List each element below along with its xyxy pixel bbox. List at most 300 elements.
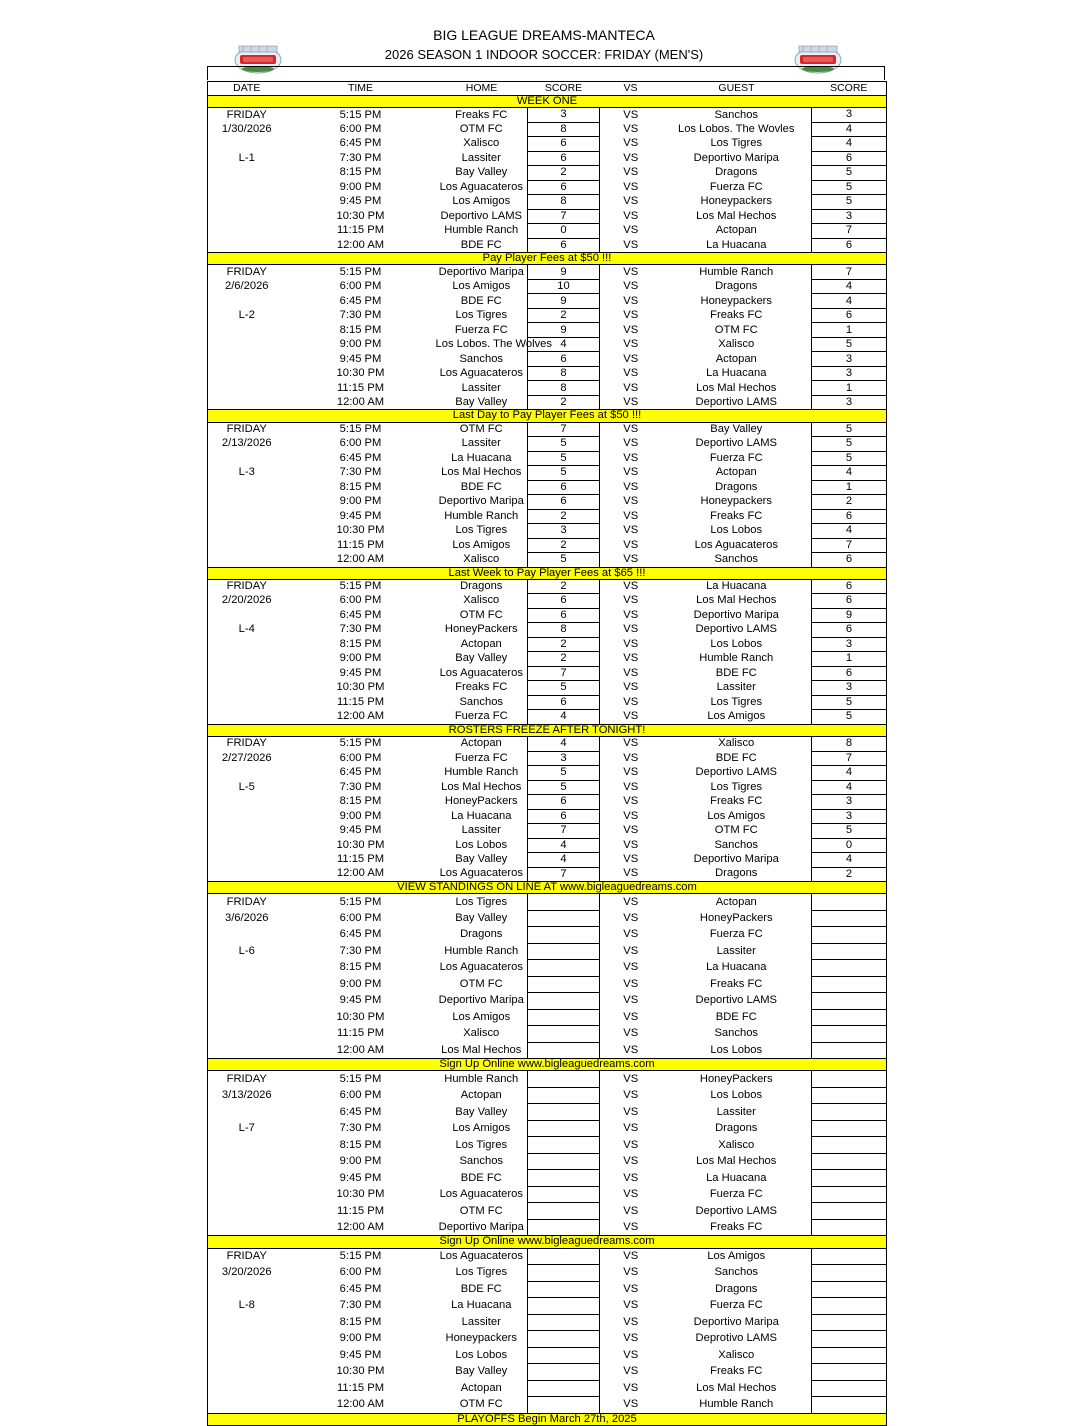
guest-score: 6 — [812, 553, 887, 568]
home-team: Los Lobos — [455, 838, 508, 851]
home-team: Xalisco — [463, 594, 500, 607]
date-cell: FRIDAY — [208, 1248, 286, 1265]
date-cell — [208, 1042, 286, 1059]
home-team: Humble Ranch — [444, 224, 519, 237]
guest-team: Deportivo Maripa — [693, 151, 779, 164]
home-score: 8 — [528, 122, 600, 137]
home-team: Sanchos — [459, 1155, 504, 1168]
time-cell: 7:30 PM — [339, 1122, 382, 1135]
time-cell: 5:15 PM — [339, 895, 382, 908]
game-row — [208, 681, 887, 696]
time-cell: 10:30 PM — [336, 1010, 385, 1023]
game-row — [208, 352, 887, 367]
time-cell: 12:00 AM — [336, 710, 385, 723]
guest-team: La Huacana — [706, 1171, 767, 1184]
date-cell — [208, 993, 286, 1010]
banner-text: Sign Up Online www.bigleaguedreams.com — [208, 1236, 887, 1248]
time-cell: 5:15 PM — [339, 737, 382, 750]
date-cell — [208, 710, 286, 725]
vs-label: VS — [623, 681, 639, 694]
time-cell: 10:30 PM — [336, 1188, 385, 1201]
home-team: Xalisco — [463, 553, 500, 565]
guest-team: Los Amigos — [707, 1250, 766, 1263]
time-cell: 6:45 PM — [339, 1282, 382, 1295]
home-score: 4 — [528, 853, 600, 868]
home-team: BDE FC — [460, 1282, 502, 1295]
game-row — [208, 594, 887, 609]
home-team: OTM FC — [459, 423, 503, 435]
home-team: Dragons — [460, 580, 503, 593]
game-row — [208, 1298, 887, 1315]
guest-team: OTM FC — [714, 323, 758, 336]
time-cell: 9:45 PM — [339, 1171, 382, 1184]
vs-label: VS — [623, 1188, 639, 1201]
date-cell — [208, 366, 286, 381]
guest-score: 1 — [812, 323, 887, 338]
guest-team: Los Amigos — [707, 809, 766, 822]
date-cell — [208, 538, 286, 553]
game-row — [208, 166, 887, 181]
game-row — [208, 524, 887, 539]
vs-label: VS — [623, 1171, 639, 1184]
date-cell — [208, 137, 286, 152]
guest-team: Los Mal Hechos — [696, 1381, 777, 1394]
time-cell: 12:00 AM — [336, 867, 385, 880]
guest-score: 1 — [812, 381, 887, 396]
game-row — [208, 652, 887, 667]
guest-team: Los Tigres — [710, 780, 763, 793]
vs-label: VS — [623, 737, 639, 750]
home-team: Fuerza FC — [454, 323, 508, 336]
vs-label: VS — [623, 367, 639, 380]
vs-label: VS — [623, 623, 639, 636]
vs-label: VS — [623, 122, 639, 135]
guest-score: 5 — [812, 710, 887, 725]
home-score: 4 — [528, 838, 600, 853]
home-team: Lassiter — [461, 1315, 501, 1328]
home-score — [528, 1009, 600, 1026]
time-cell: 6:45 PM — [339, 608, 382, 621]
vs-label: VS — [623, 911, 639, 924]
game-row — [208, 710, 887, 725]
game-row — [208, 993, 887, 1010]
vs-label: VS — [623, 766, 639, 779]
game-row — [208, 437, 887, 452]
game-row — [208, 1120, 887, 1137]
home-team: Los Tigres — [455, 1266, 508, 1279]
game-row — [208, 623, 887, 638]
banner-text: VIEW STANDINGS ON LINE AT www.bigleaguedreams.com — [208, 882, 887, 894]
banner-text: ROSTERS FREEZE AFTER TONIGHT! — [208, 724, 887, 736]
game-row — [208, 976, 887, 993]
guest-score: 3 — [812, 681, 887, 696]
home-score — [528, 1203, 600, 1220]
home-score — [528, 1298, 600, 1315]
home-team: HoneyPackers — [444, 795, 518, 808]
time-cell: 6:00 PM — [339, 751, 382, 764]
home-score — [528, 1026, 600, 1043]
guest-team: Xalisco — [718, 737, 755, 750]
time-cell: 9:00 PM — [339, 652, 382, 665]
date-cell: L-3 — [208, 466, 286, 481]
home-team: Humble Ranch — [444, 509, 519, 522]
game-row — [208, 279, 887, 294]
home-score: 6 — [528, 594, 600, 609]
vs-label: VS — [623, 853, 639, 866]
home-score: 2 — [528, 579, 600, 594]
game-row — [208, 1104, 887, 1121]
home-score — [528, 976, 600, 993]
game-row — [208, 1281, 887, 1298]
home-team: Los Mal Hechos — [441, 1043, 522, 1056]
vs-label: VS — [623, 1204, 639, 1217]
time-cell: 9:00 PM — [339, 1332, 382, 1345]
home-team: Actopan — [460, 737, 502, 750]
home-team: Los Amigos — [452, 538, 511, 551]
home-team: Los Aguacateros — [439, 867, 523, 880]
vs-label: VS — [623, 309, 639, 322]
date-cell — [208, 323, 286, 338]
guest-team: Deportivo LAMS — [695, 395, 777, 408]
guest-score: 3 — [812, 108, 887, 123]
guest-score: 5 — [812, 422, 887, 437]
home-team: Xalisco — [463, 137, 500, 150]
col-header-vs: VS — [600, 82, 662, 96]
guest-score: 4 — [812, 137, 887, 152]
guest-score — [812, 1331, 887, 1348]
game-row — [208, 553, 887, 568]
home-team: Lassiter — [461, 151, 501, 164]
playoffs-text: PLAYOFFS Begin March 27th, 2025 — [208, 1413, 887, 1425]
vs-label: VS — [623, 751, 639, 764]
time-cell: 8:15 PM — [339, 166, 382, 179]
home-team: Freaks FC — [455, 108, 508, 121]
guest-score: 8 — [812, 737, 887, 752]
game-row — [208, 381, 887, 396]
guest-team: Humble Ranch — [699, 265, 774, 278]
game-row — [208, 495, 887, 510]
vs-label: VS — [623, 451, 639, 464]
guest-team: Freaks FC — [710, 309, 763, 322]
vs-label: VS — [623, 710, 639, 723]
home-score — [528, 894, 600, 911]
home-score — [528, 1170, 600, 1187]
home-score: 5 — [528, 437, 600, 452]
home-team: Deportivo Maripa — [438, 495, 524, 508]
date-cell — [208, 495, 286, 510]
home-score: 6 — [528, 495, 600, 510]
date-cell — [208, 1380, 286, 1397]
game-row — [208, 780, 887, 795]
header-row — [208, 82, 887, 96]
home-team: La Huacana — [451, 809, 512, 822]
vs-label: VS — [623, 151, 639, 164]
time-cell: 6:45 PM — [339, 451, 382, 464]
time-cell: 9:45 PM — [339, 824, 382, 837]
time-cell: 8:15 PM — [339, 961, 382, 974]
date-cell — [208, 337, 286, 352]
week-banner — [208, 1059, 887, 1071]
game-row — [208, 1087, 887, 1104]
time-cell: 5:15 PM — [339, 108, 382, 121]
time-cell: 8:15 PM — [339, 795, 382, 808]
game-row — [208, 108, 887, 123]
date-cell — [208, 294, 286, 309]
date-cell — [208, 1137, 286, 1154]
time-cell: 11:15 PM — [336, 1027, 385, 1040]
date-cell — [208, 838, 286, 853]
page-title: BIG LEAGUE DREAMS-MANTECA — [433, 27, 655, 43]
guest-team: Freaks FC — [710, 795, 763, 808]
game-row — [208, 1170, 887, 1187]
home-score: 4 — [528, 737, 600, 752]
guest-team: Sanchos — [714, 838, 759, 851]
home-team: Bay Valley — [455, 395, 508, 408]
vs-label: VS — [623, 994, 639, 1007]
home-team: Los Lobos — [455, 1348, 508, 1361]
date-cell: FRIDAY — [208, 108, 286, 123]
time-cell: 6:00 PM — [339, 122, 382, 135]
game-row — [208, 122, 887, 137]
home-team: Xalisco — [463, 1027, 500, 1040]
banner-text: Sign Up Online www.bigleaguedreams.com — [208, 1059, 887, 1071]
guest-team: Actopan — [715, 895, 757, 908]
time-cell: 11:15 PM — [336, 224, 385, 237]
guest-score — [812, 1104, 887, 1121]
time-cell: 10:30 PM — [336, 367, 385, 380]
guest-score — [812, 943, 887, 960]
home-team: BDE FC — [460, 238, 502, 251]
date-cell: L-6 — [208, 943, 286, 960]
game-row — [208, 737, 887, 752]
home-score: 7 — [528, 867, 600, 882]
guest-team: BDE FC — [715, 666, 757, 679]
vs-label: VS — [623, 780, 639, 793]
time-cell: 6:00 PM — [339, 280, 382, 293]
game-row — [208, 910, 887, 927]
game-row — [208, 151, 887, 166]
home-score — [528, 1087, 600, 1104]
vs-label: VS — [623, 637, 639, 650]
time-cell: 5:15 PM — [339, 423, 382, 435]
guest-score: 3 — [812, 209, 887, 224]
game-row — [208, 637, 887, 652]
game-row — [208, 824, 887, 839]
date-cell: FRIDAY — [208, 422, 286, 437]
home-team: OTM FC — [459, 608, 503, 621]
vs-label: VS — [623, 961, 639, 974]
guest-team: Humble Ranch — [699, 652, 774, 665]
time-cell: 6:45 PM — [339, 294, 382, 307]
date-cell: L-2 — [208, 308, 286, 323]
time-cell: 6:00 PM — [339, 911, 382, 924]
time-cell: 11:15 PM — [336, 1204, 385, 1217]
time-cell: 5:15 PM — [339, 265, 382, 278]
home-team: Fuerza FC — [454, 751, 508, 764]
guest-score — [812, 1281, 887, 1298]
guest-team: Xalisco — [718, 1138, 755, 1151]
home-team: Lassiter — [461, 824, 501, 837]
guest-score: 2 — [812, 867, 887, 882]
home-team: Los Lobos. The Wolves — [435, 338, 553, 351]
home-team: Lassiter — [461, 437, 501, 450]
vs-label: VS — [623, 495, 639, 508]
guest-score: 6 — [812, 579, 887, 594]
guest-team: Actopan — [715, 352, 757, 365]
time-cell: 6:45 PM — [339, 1105, 382, 1118]
guest-team: La Huacana — [706, 580, 767, 593]
guest-team: Los Aguacateros — [694, 538, 778, 551]
banner-text: WEEK ONE — [208, 96, 887, 108]
home-team: Deportivo Maripa — [438, 265, 524, 278]
time-cell: 9:00 PM — [339, 338, 382, 351]
guest-score: 5 — [812, 824, 887, 839]
vs-label: VS — [623, 1250, 639, 1263]
game-row — [208, 867, 887, 882]
guest-team: Freaks FC — [710, 1220, 763, 1233]
game-row — [208, 1153, 887, 1170]
vs-label: VS — [623, 1105, 639, 1118]
guest-team: Deportivo Maripa — [693, 853, 779, 866]
game-row — [208, 1331, 887, 1348]
home-score — [528, 1248, 600, 1265]
vs-label: VS — [623, 1138, 639, 1151]
guest-team: Deportivo Maripa — [693, 1315, 779, 1328]
time-cell: 11:15 PM — [336, 381, 385, 394]
guest-team: Honeypackers — [700, 495, 772, 508]
guest-team: Honeypackers — [700, 195, 772, 208]
home-score: 2 — [528, 538, 600, 553]
home-team: La Huacana — [451, 1299, 512, 1312]
game-row — [208, 466, 887, 481]
date-cell — [208, 766, 286, 781]
date-cell: FRIDAY — [208, 265, 286, 280]
game-row — [208, 795, 887, 810]
week-banner — [208, 882, 887, 894]
guest-score — [812, 1087, 887, 1104]
guest-team: Los Lobos — [710, 1089, 763, 1102]
time-cell: 5:15 PM — [339, 580, 382, 593]
game-row — [208, 1026, 887, 1043]
guest-team: Dragons — [715, 280, 758, 293]
date-cell: 2/13/2026 — [208, 437, 286, 452]
date-cell — [208, 395, 286, 410]
guest-team: La Huacana — [706, 961, 767, 974]
date-cell — [208, 1364, 286, 1381]
game-row — [208, 1009, 887, 1026]
time-cell: 12:00 AM — [336, 395, 385, 408]
vs-label: VS — [623, 1282, 639, 1295]
home-score: 7 — [528, 422, 600, 437]
date-cell: 2/20/2026 — [208, 594, 286, 609]
vs-label: VS — [623, 1365, 639, 1378]
home-score: 5 — [528, 451, 600, 466]
guest-score: 7 — [812, 265, 887, 280]
date-cell — [208, 209, 286, 224]
guest-score — [812, 1298, 887, 1315]
home-team: Los Aguacateros — [439, 1188, 523, 1201]
time-cell: 7:30 PM — [339, 944, 382, 957]
home-score: 3 — [528, 751, 600, 766]
guest-score: 6 — [812, 238, 887, 253]
guest-team: Dragons — [715, 867, 758, 880]
home-team: Los Tigres — [455, 1138, 508, 1151]
date-cell — [208, 1219, 286, 1236]
guest-score — [812, 1170, 887, 1187]
guest-score — [812, 1265, 887, 1282]
time-cell: 8:15 PM — [339, 323, 382, 336]
game-row — [208, 238, 887, 253]
game-row — [208, 960, 887, 977]
home-team: La Huacana — [451, 451, 512, 464]
vs-label: VS — [623, 977, 639, 990]
game-row — [208, 509, 887, 524]
home-team: Freaks FC — [455, 681, 508, 694]
date-cell — [208, 224, 286, 239]
date-cell — [208, 1026, 286, 1043]
date-cell — [208, 195, 286, 210]
page-subtitle: 2026 SEASON 1 INDOOR SOCCER: FRIDAY (MEN'S) — [384, 47, 704, 62]
guest-team: Lassiter — [716, 944, 756, 957]
date-cell — [208, 867, 286, 882]
home-team: Bay Valley — [455, 853, 508, 866]
guest-team: Los Lobos. The Wovles — [677, 122, 795, 135]
game-row — [208, 395, 887, 410]
game-row — [208, 1380, 887, 1397]
vs-label: VS — [623, 1043, 639, 1056]
vs-label: VS — [623, 1348, 639, 1361]
home-team: Bay Valley — [455, 911, 508, 924]
guest-score — [812, 960, 887, 977]
game-row — [208, 1219, 887, 1236]
guest-score — [812, 1071, 887, 1088]
guest-score: 5 — [812, 166, 887, 181]
guest-score: 6 — [812, 594, 887, 609]
time-cell: 10:30 PM — [336, 209, 385, 222]
guest-score — [812, 1248, 887, 1265]
guest-score: 7 — [812, 751, 887, 766]
guest-team: Sanchos — [714, 1266, 759, 1279]
guest-score: 6 — [812, 151, 887, 166]
time-cell: 9:00 PM — [339, 495, 382, 508]
home-score — [528, 1042, 600, 1059]
date-cell — [208, 381, 286, 396]
table-top-frame — [207, 66, 885, 80]
game-row — [208, 1186, 887, 1203]
date-cell — [208, 681, 286, 696]
guest-team: Lassiter — [716, 681, 756, 694]
date-cell — [208, 166, 286, 181]
game-row — [208, 666, 887, 681]
time-cell: 7:30 PM — [339, 1299, 382, 1312]
home-score — [528, 1137, 600, 1154]
time-cell: 5:15 PM — [339, 1072, 382, 1085]
home-score: 7 — [528, 666, 600, 681]
date-cell — [208, 637, 286, 652]
home-score: 5 — [528, 766, 600, 781]
time-cell: 11:15 PM — [336, 695, 385, 708]
schedule-table — [207, 81, 887, 1426]
time-cell: 5:15 PM — [339, 1250, 382, 1263]
game-row — [208, 1314, 887, 1331]
guest-team: Deportivo LAMS — [695, 437, 777, 450]
time-cell: 7:30 PM — [339, 151, 382, 164]
guest-team: Dragons — [715, 1282, 758, 1295]
home-score: 8 — [528, 381, 600, 396]
guest-team: Honeypackers — [700, 294, 772, 307]
guest-score — [812, 1203, 887, 1220]
date-cell: 1/30/2026 — [208, 122, 286, 137]
